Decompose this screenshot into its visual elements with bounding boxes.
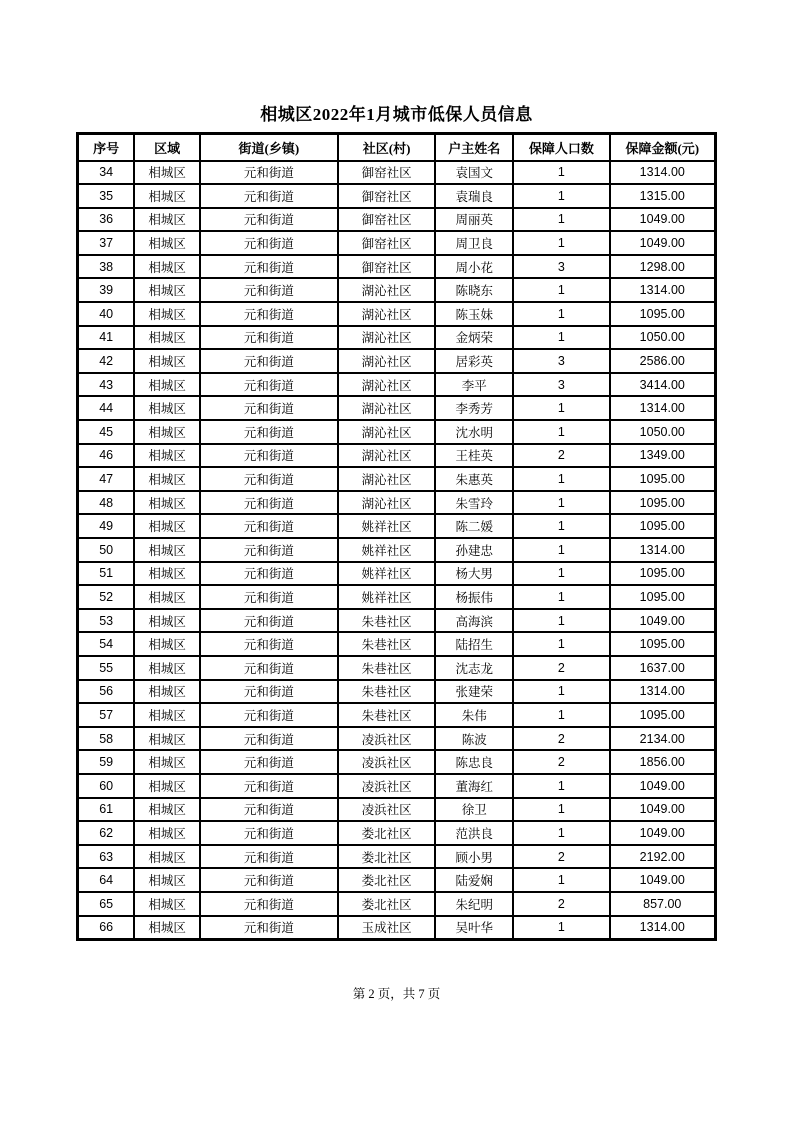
table-row xyxy=(78,821,716,845)
cell-amount: 1049.00 xyxy=(610,798,716,822)
cell-community: 御窑社区 xyxy=(338,161,436,185)
cell-region: 相城区 xyxy=(134,396,200,420)
cell-community: 姚祥社区 xyxy=(338,514,436,538)
cell-name: 朱纪明 xyxy=(435,892,513,916)
cell-community: 湖沁社区 xyxy=(338,467,436,491)
cell-population: 2 xyxy=(513,727,609,751)
table-row xyxy=(78,609,716,633)
cell-no: 46 xyxy=(78,444,135,468)
cell-population: 1 xyxy=(513,632,609,656)
cell-name: 朱惠英 xyxy=(435,467,513,491)
cell-community: 朱巷社区 xyxy=(338,703,436,727)
table-row xyxy=(78,680,716,704)
table-row xyxy=(78,845,716,869)
cell-name: 陆招生 xyxy=(435,632,513,656)
cell-amount: 1314.00 xyxy=(610,161,716,185)
cell-amount: 1095.00 xyxy=(610,585,716,609)
cell-name: 周丽英 xyxy=(435,208,513,232)
cell-community: 凌浜社区 xyxy=(338,798,436,822)
cell-name: 董海红 xyxy=(435,774,513,798)
table-row xyxy=(78,585,716,609)
cell-amount: 2134.00 xyxy=(610,727,716,751)
cell-no: 39 xyxy=(78,278,135,302)
col-header-no: 序号 xyxy=(78,134,135,161)
cell-population: 1 xyxy=(513,868,609,892)
cell-region: 相城区 xyxy=(134,656,200,680)
cell-amount: 1314.00 xyxy=(610,680,716,704)
cell-amount: 2192.00 xyxy=(610,845,716,869)
cell-population: 1 xyxy=(513,514,609,538)
cell-name: 陈波 xyxy=(435,727,513,751)
cell-community: 御窑社区 xyxy=(338,255,436,279)
cell-name: 李平 xyxy=(435,373,513,397)
cell-population: 1 xyxy=(513,491,609,515)
cell-region: 相城区 xyxy=(134,845,200,869)
cell-amount: 1049.00 xyxy=(610,208,716,232)
table-row xyxy=(78,231,716,255)
cell-population: 1 xyxy=(513,467,609,491)
cell-street: 元和街道 xyxy=(200,703,338,727)
table-row xyxy=(78,396,716,420)
cell-name: 周小花 xyxy=(435,255,513,279)
page-number: 第 2 页，共 7 页 xyxy=(352,986,441,1001)
cell-street: 元和街道 xyxy=(200,868,338,892)
cell-street: 元和街道 xyxy=(200,798,338,822)
cell-no: 41 xyxy=(78,326,135,350)
cell-population: 3 xyxy=(513,373,609,397)
cell-no: 45 xyxy=(78,420,135,444)
cell-region: 相城区 xyxy=(134,632,200,656)
cell-population: 1 xyxy=(513,680,609,704)
cell-community: 娄北社区 xyxy=(338,821,436,845)
cell-population: 1 xyxy=(513,585,609,609)
cell-name: 陆爱娴 xyxy=(435,868,513,892)
table-row xyxy=(78,302,716,326)
cell-street: 元和街道 xyxy=(200,326,338,350)
cell-amount: 1314.00 xyxy=(610,538,716,562)
cell-no: 59 xyxy=(78,750,135,774)
cell-street: 元和街道 xyxy=(200,373,338,397)
cell-amount: 1050.00 xyxy=(610,420,716,444)
cell-community: 御窑社区 xyxy=(338,208,436,232)
cell-amount: 1049.00 xyxy=(610,609,716,633)
cell-population: 2 xyxy=(513,656,609,680)
cell-street: 元和街道 xyxy=(200,467,338,491)
cell-community: 姚祥社区 xyxy=(338,585,436,609)
cell-region: 相城区 xyxy=(134,703,200,727)
cell-no: 42 xyxy=(78,349,135,373)
cell-name: 范洪良 xyxy=(435,821,513,845)
cell-region: 相城区 xyxy=(134,562,200,586)
cell-name: 杨振伟 xyxy=(435,585,513,609)
cell-population: 1 xyxy=(513,161,609,185)
cell-region: 相城区 xyxy=(134,774,200,798)
cell-community: 湖沁社区 xyxy=(338,444,436,468)
cell-no: 53 xyxy=(78,609,135,633)
cell-name: 金炳荣 xyxy=(435,326,513,350)
cell-community: 湖沁社区 xyxy=(338,302,436,326)
cell-population: 1 xyxy=(513,326,609,350)
table-row xyxy=(78,562,716,586)
cell-no: 55 xyxy=(78,656,135,680)
table-row xyxy=(78,467,716,491)
col-header-street: 街道(乡镇) xyxy=(200,134,338,161)
cell-no: 54 xyxy=(78,632,135,656)
cell-street: 元和街道 xyxy=(200,750,338,774)
cell-amount: 1856.00 xyxy=(610,750,716,774)
cell-region: 相城区 xyxy=(134,278,200,302)
cell-region: 相城区 xyxy=(134,255,200,279)
page-title: 相城区2022年1月城市低保人员信息 xyxy=(260,105,533,124)
cell-region: 相城区 xyxy=(134,680,200,704)
cell-street: 元和街道 xyxy=(200,208,338,232)
cell-name: 陈二媛 xyxy=(435,514,513,538)
cell-community: 朱巷社区 xyxy=(338,632,436,656)
cell-community: 姚祥社区 xyxy=(338,562,436,586)
table-row xyxy=(78,208,716,232)
cell-name: 周卫良 xyxy=(435,231,513,255)
cell-region: 相城区 xyxy=(134,821,200,845)
cell-street: 元和街道 xyxy=(200,727,338,751)
cell-population: 1 xyxy=(513,538,609,562)
table-row xyxy=(78,184,716,208)
cell-population: 1 xyxy=(513,774,609,798)
cell-region: 相城区 xyxy=(134,609,200,633)
cell-population: 1 xyxy=(513,278,609,302)
cell-region: 相城区 xyxy=(134,916,200,940)
cell-population: 1 xyxy=(513,609,609,633)
cell-amount: 1049.00 xyxy=(610,774,716,798)
cell-no: 63 xyxy=(78,845,135,869)
cell-region: 相城区 xyxy=(134,727,200,751)
cell-street: 元和街道 xyxy=(200,161,338,185)
table-row xyxy=(78,892,716,916)
cell-region: 相城区 xyxy=(134,420,200,444)
table-body xyxy=(78,161,716,940)
cell-no: 61 xyxy=(78,798,135,822)
cell-population: 1 xyxy=(513,208,609,232)
table-row xyxy=(78,774,716,798)
cell-name: 沈水明 xyxy=(435,420,513,444)
col-header-population: 保障人口数 xyxy=(513,134,609,161)
cell-community: 凌浜社区 xyxy=(338,727,436,751)
cell-amount: 1095.00 xyxy=(610,302,716,326)
cell-no: 47 xyxy=(78,467,135,491)
cell-community: 姚祥社区 xyxy=(338,538,436,562)
cell-no: 43 xyxy=(78,373,135,397)
cell-population: 1 xyxy=(513,798,609,822)
cell-region: 相城区 xyxy=(134,161,200,185)
cell-street: 元和街道 xyxy=(200,585,338,609)
cell-street: 元和街道 xyxy=(200,632,338,656)
cell-no: 58 xyxy=(78,727,135,751)
cell-amount: 1049.00 xyxy=(610,821,716,845)
cell-population: 1 xyxy=(513,396,609,420)
table-row xyxy=(78,798,716,822)
cell-amount: 1095.00 xyxy=(610,467,716,491)
cell-community: 凌浜社区 xyxy=(338,774,436,798)
cell-population: 1 xyxy=(513,231,609,255)
cell-region: 相城区 xyxy=(134,231,200,255)
cell-population: 1 xyxy=(513,916,609,940)
cell-street: 元和街道 xyxy=(200,845,338,869)
cell-community: 玉成社区 xyxy=(338,916,436,940)
cell-amount: 3414.00 xyxy=(610,373,716,397)
cell-amount: 1315.00 xyxy=(610,184,716,208)
cell-region: 相城区 xyxy=(134,868,200,892)
cell-name: 朱雪玲 xyxy=(435,491,513,515)
cell-community: 湖沁社区 xyxy=(338,396,436,420)
cell-population: 2 xyxy=(513,444,609,468)
cell-amount: 1349.00 xyxy=(610,444,716,468)
cell-population: 2 xyxy=(513,750,609,774)
table-row xyxy=(78,326,716,350)
cell-no: 56 xyxy=(78,680,135,704)
cell-name: 袁瑞良 xyxy=(435,184,513,208)
table-row xyxy=(78,868,716,892)
cell-street: 元和街道 xyxy=(200,396,338,420)
cell-region: 相城区 xyxy=(134,326,200,350)
cell-name: 王桂英 xyxy=(435,444,513,468)
col-header-amount: 保障金额(元) xyxy=(610,134,716,161)
cell-amount: 1095.00 xyxy=(610,703,716,727)
cell-street: 元和街道 xyxy=(200,278,338,302)
cell-amount: 1050.00 xyxy=(610,326,716,350)
cell-amount: 1049.00 xyxy=(610,231,716,255)
cell-community: 朱巷社区 xyxy=(338,656,436,680)
cell-no: 40 xyxy=(78,302,135,326)
cell-no: 64 xyxy=(78,868,135,892)
cell-name: 李秀芳 xyxy=(435,396,513,420)
cell-no: 36 xyxy=(78,208,135,232)
cell-no: 35 xyxy=(78,184,135,208)
cell-name: 吴叶华 xyxy=(435,916,513,940)
cell-region: 相城区 xyxy=(134,750,200,774)
cell-name: 张建荣 xyxy=(435,680,513,704)
table-row xyxy=(78,491,716,515)
cell-no: 51 xyxy=(78,562,135,586)
table-row xyxy=(78,349,716,373)
table-row xyxy=(78,727,716,751)
cell-population: 1 xyxy=(513,703,609,727)
cell-community: 娄北社区 xyxy=(338,892,436,916)
cell-community: 朱巷社区 xyxy=(338,680,436,704)
cell-population: 1 xyxy=(513,184,609,208)
cell-region: 相城区 xyxy=(134,302,200,326)
cell-street: 元和街道 xyxy=(200,609,338,633)
cell-street: 元和街道 xyxy=(200,821,338,845)
cell-amount: 1095.00 xyxy=(610,562,716,586)
cell-street: 元和街道 xyxy=(200,892,338,916)
cell-amount: 1314.00 xyxy=(610,396,716,420)
table-header-row xyxy=(78,134,716,161)
cell-name: 顾小男 xyxy=(435,845,513,869)
table-row xyxy=(78,916,716,940)
cell-no: 34 xyxy=(78,161,135,185)
cell-name: 袁国文 xyxy=(435,161,513,185)
table-row xyxy=(78,538,716,562)
cell-name: 高海滨 xyxy=(435,609,513,633)
cell-amount: 2586.00 xyxy=(610,349,716,373)
cell-no: 38 xyxy=(78,255,135,279)
cell-amount: 1095.00 xyxy=(610,632,716,656)
cell-street: 元和街道 xyxy=(200,491,338,515)
table-row xyxy=(78,373,716,397)
cell-street: 元和街道 xyxy=(200,349,338,373)
cell-community: 凌浜社区 xyxy=(338,750,436,774)
cell-street: 元和街道 xyxy=(200,680,338,704)
cell-region: 相城区 xyxy=(134,373,200,397)
cell-no: 62 xyxy=(78,821,135,845)
cell-no: 44 xyxy=(78,396,135,420)
cell-street: 元和街道 xyxy=(200,231,338,255)
cell-community: 御窑社区 xyxy=(338,184,436,208)
cell-community: 御窑社区 xyxy=(338,231,436,255)
col-header-community: 社区(村) xyxy=(338,134,436,161)
cell-amount: 1095.00 xyxy=(610,491,716,515)
cell-street: 元和街道 xyxy=(200,255,338,279)
cell-street: 元和街道 xyxy=(200,302,338,326)
cell-community: 娄北社区 xyxy=(338,845,436,869)
cell-no: 65 xyxy=(78,892,135,916)
cell-population: 2 xyxy=(513,892,609,916)
cell-amount: 1298.00 xyxy=(610,255,716,279)
cell-region: 相城区 xyxy=(134,538,200,562)
cell-street: 元和街道 xyxy=(200,774,338,798)
cell-name: 孙建忠 xyxy=(435,538,513,562)
cell-name: 陈晓东 xyxy=(435,278,513,302)
cell-region: 相城区 xyxy=(134,349,200,373)
table-row xyxy=(78,278,716,302)
cell-street: 元和街道 xyxy=(200,562,338,586)
cell-amount: 1049.00 xyxy=(610,868,716,892)
cell-no: 57 xyxy=(78,703,135,727)
col-header-region: 区域 xyxy=(134,134,200,161)
cell-street: 元和街道 xyxy=(200,656,338,680)
cell-name: 陈忠良 xyxy=(435,750,513,774)
cell-no: 66 xyxy=(78,916,135,940)
cell-amount: 1095.00 xyxy=(610,514,716,538)
cell-street: 元和街道 xyxy=(200,444,338,468)
cell-community: 湖沁社区 xyxy=(338,349,436,373)
cell-no: 48 xyxy=(78,491,135,515)
table-row xyxy=(78,703,716,727)
table-row xyxy=(78,255,716,279)
table-row xyxy=(78,161,716,185)
cell-region: 相城区 xyxy=(134,184,200,208)
cell-region: 相城区 xyxy=(134,585,200,609)
cell-name: 杨大男 xyxy=(435,562,513,586)
cell-region: 相城区 xyxy=(134,892,200,916)
cell-no: 49 xyxy=(78,514,135,538)
table-row xyxy=(78,750,716,774)
cell-no: 52 xyxy=(78,585,135,609)
cell-region: 相城区 xyxy=(134,444,200,468)
cell-region: 相城区 xyxy=(134,208,200,232)
cell-community: 湖沁社区 xyxy=(338,326,436,350)
cell-community: 娄北社区 xyxy=(338,868,436,892)
cell-amount: 1637.00 xyxy=(610,656,716,680)
cell-community: 湖沁社区 xyxy=(338,278,436,302)
cell-name: 朱伟 xyxy=(435,703,513,727)
cell-community: 湖沁社区 xyxy=(338,420,436,444)
cell-population: 2 xyxy=(513,845,609,869)
table-row xyxy=(78,656,716,680)
cell-region: 相城区 xyxy=(134,514,200,538)
cell-population: 1 xyxy=(513,821,609,845)
cell-street: 元和街道 xyxy=(200,184,338,208)
cell-amount: 1314.00 xyxy=(610,278,716,302)
table-row xyxy=(78,420,716,444)
cell-population: 3 xyxy=(513,349,609,373)
cell-region: 相城区 xyxy=(134,798,200,822)
cell-population: 3 xyxy=(513,255,609,279)
table-row xyxy=(78,514,716,538)
cell-population: 1 xyxy=(513,302,609,326)
cell-name: 居彩英 xyxy=(435,349,513,373)
cell-street: 元和街道 xyxy=(200,916,338,940)
cell-street: 元和街道 xyxy=(200,420,338,444)
cell-population: 1 xyxy=(513,562,609,586)
cell-amount: 857.00 xyxy=(610,892,716,916)
cell-name: 徐卫 xyxy=(435,798,513,822)
cell-region: 相城区 xyxy=(134,467,200,491)
col-header-name: 户主姓名 xyxy=(435,134,513,161)
cell-population: 1 xyxy=(513,420,609,444)
cell-street: 元和街道 xyxy=(200,514,338,538)
cell-name: 陈玉妹 xyxy=(435,302,513,326)
cell-amount: 1314.00 xyxy=(610,916,716,940)
cell-community: 湖沁社区 xyxy=(338,373,436,397)
cell-region: 相城区 xyxy=(134,491,200,515)
table-row xyxy=(78,632,716,656)
cell-no: 37 xyxy=(78,231,135,255)
welfare-table xyxy=(76,132,717,941)
cell-no: 60 xyxy=(78,774,135,798)
cell-no: 50 xyxy=(78,538,135,562)
cell-community: 朱巷社区 xyxy=(338,609,436,633)
cell-street: 元和街道 xyxy=(200,538,338,562)
table-row xyxy=(78,444,716,468)
cell-name: 沈志龙 xyxy=(435,656,513,680)
cell-community: 湖沁社区 xyxy=(338,491,436,515)
